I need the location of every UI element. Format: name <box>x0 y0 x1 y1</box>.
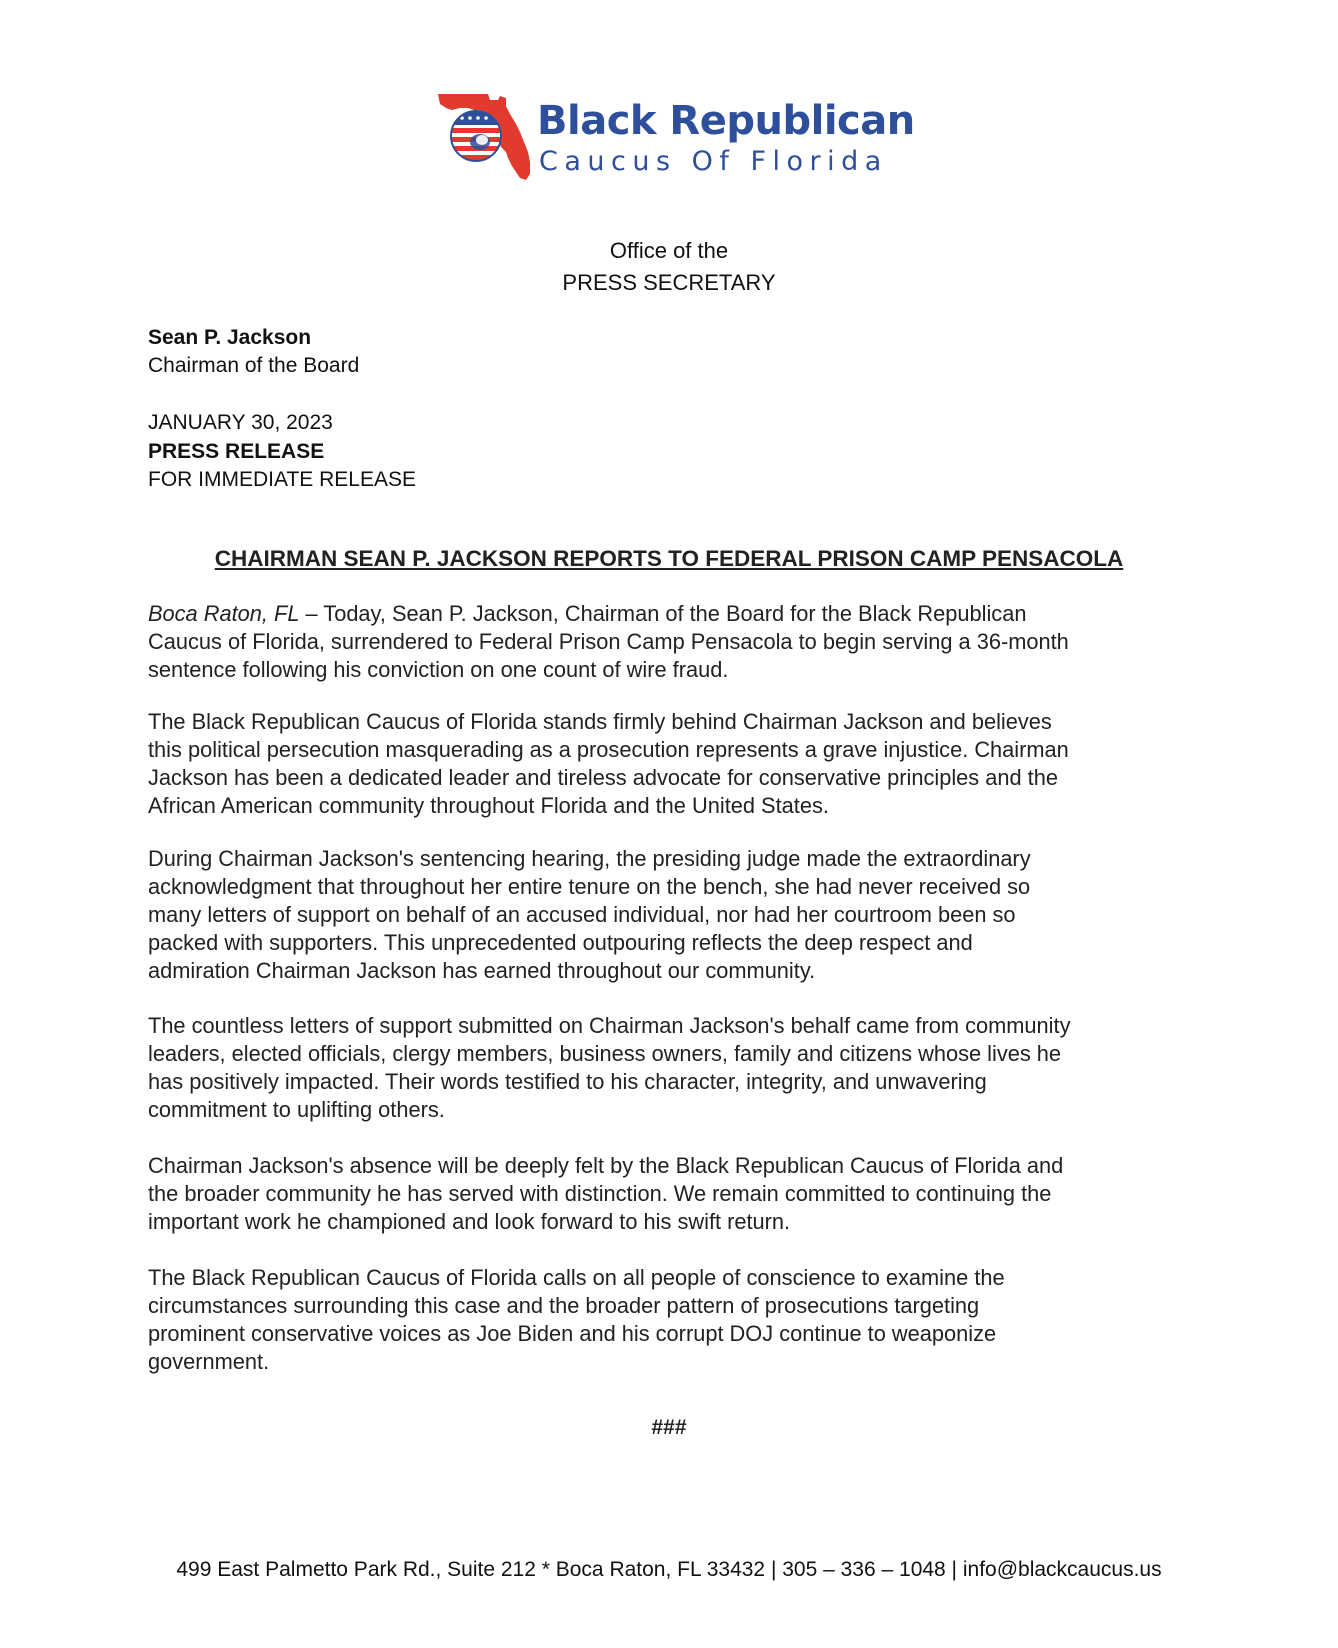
logo-subtitle: Caucus Of Florida <box>539 146 888 177</box>
office-line-2: PRESS SECRETARY <box>562 270 776 295</box>
paragraph-line: prominent conservative voices as Joe Biden and his corrupt DOJ continue to weaponize <box>148 1321 997 1346</box>
paragraph-4 <box>148 1012 1188 1124</box>
paragraph-1 <box>148 600 1188 684</box>
release-timing: FOR IMMEDIATE RELEASE <box>148 468 416 491</box>
paragraph-line: commitment to uplifting others. <box>148 1097 445 1122</box>
paragraph-line: circumstances surrounding this case and the broader pattern of prosecutions targeting <box>148 1293 980 1318</box>
paragraph-line: African American community throughout Florida and the United States. <box>148 793 829 818</box>
paragraph-line: many letters of support on behalf of an accused individual, nor had her courtroom been so <box>148 902 1016 927</box>
paragraph-text: – Today, Sean P. Jackson, Chairman of the Board for the Black Republican <box>299 601 1027 626</box>
office-line-1: Office of the <box>609 238 729 263</box>
paragraph-line: Chairman Jackson's absence will be deeply felt by the Black Republican Caucus of Florida and <box>148 1153 1064 1178</box>
end-mark: ### <box>651 1416 687 1439</box>
paragraph-line: Caucus of Florida, surrendered to Federal Prison Camp Pensacola to begin serving a 36-month <box>148 629 1069 654</box>
paragraph-line: the broader community he has served with distinction. We remain committed to continuing the <box>148 1181 1052 1206</box>
paragraph-line: packed with supporters. This unprecedented outpouring reflects the deep respect and <box>148 930 973 955</box>
contact-title: Chairman of the Board <box>148 354 360 377</box>
logo-title: Black Republican <box>537 98 915 144</box>
headline: CHAIRMAN SEAN P. JACKSON REPORTS TO FEDERAL PRISON CAMP PENSACOLA <box>214 546 1124 571</box>
paragraph-2 <box>148 708 1188 820</box>
organization-logo <box>436 92 915 188</box>
paragraph-6 <box>148 1264 1188 1376</box>
paragraph-line <box>148 600 1188 628</box>
paragraph-line: The Black Republican Caucus of Florida stands firmly behind Chairman Jackson and believes <box>148 709 1052 734</box>
dateline: Boca Raton, FL <box>148 601 300 626</box>
release-date: JANUARY 30, 2023 <box>148 411 333 434</box>
footer-address: 499 East Palmetto Park Rd., Suite 212 * Boca Raton, FL 33432 | 305 – 336 – 1048 | info@blackcaucus.us <box>176 1558 1162 1581</box>
paragraph-line: During Chairman Jackson's sentencing hearing, the presiding judge made the extraordinary <box>148 846 1031 871</box>
paragraph-line: has positively impacted. Their words testified to his character, integrity, and unwavering <box>148 1069 987 1094</box>
paragraph-line: Jackson has been a dedicated leader and tireless advocate for conservative principles and the <box>148 765 1058 790</box>
florida-map-flag-icon <box>436 92 536 188</box>
release-type: PRESS RELEASE <box>148 440 325 463</box>
paragraph-line: leaders, elected officials, clergy members, business owners, family and citizens whose lives he <box>148 1041 1062 1066</box>
paragraph-line: government. <box>148 1349 270 1374</box>
paragraph-line: The Black Republican Caucus of Florida calls on all people of conscience to examine the <box>148 1265 1005 1290</box>
paragraph-3 <box>148 845 1188 985</box>
paragraph-line: sentence following his conviction on one count of wire fraud. <box>148 657 729 682</box>
paragraph-line: The countless letters of support submitted on Chairman Jackson's behalf came from community <box>148 1013 1071 1038</box>
paragraph-line: acknowledgment that throughout her entire tenure on the bench, she had never received so <box>148 874 1031 899</box>
contact-name: Sean P. Jackson <box>148 326 312 349</box>
paragraph-5 <box>148 1152 1188 1236</box>
paragraph-line: this political persecution masquerading as a prosecution represents a grave injustice. Chairman <box>148 737 1069 762</box>
paragraph-line: admiration Chairman Jackson has earned throughout our community. <box>148 958 816 983</box>
paragraph-line: important work he championed and look forward to his swift return. <box>148 1209 791 1234</box>
